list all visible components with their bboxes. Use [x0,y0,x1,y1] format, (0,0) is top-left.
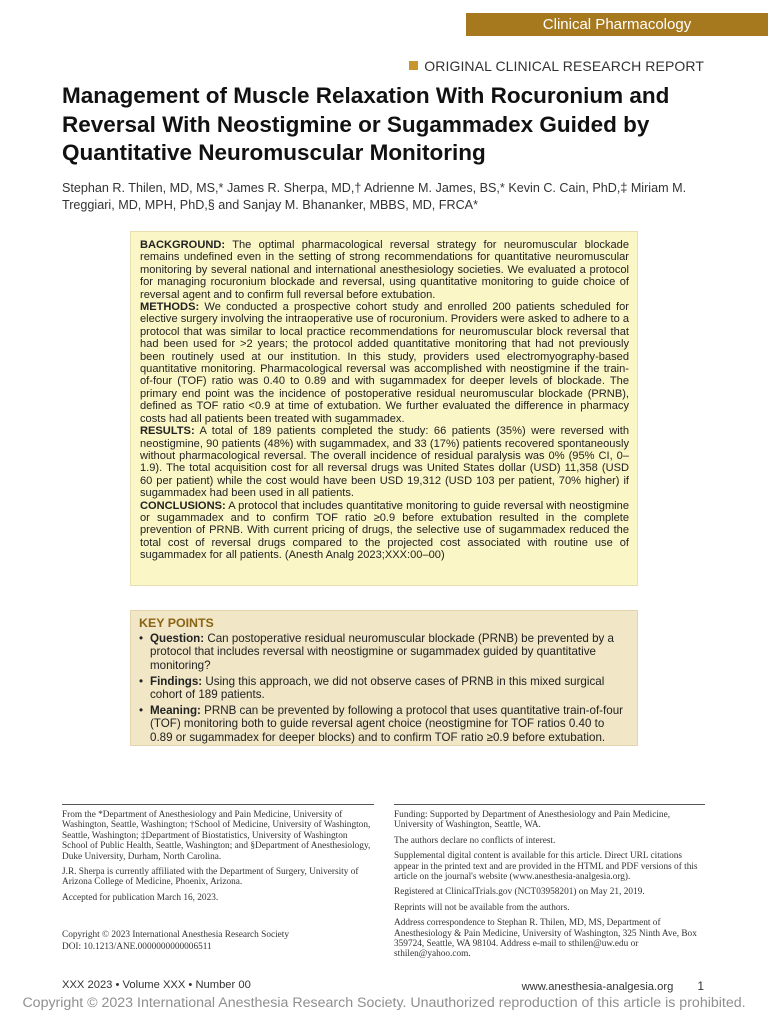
results-label: RESULTS: [140,425,195,438]
conflicts-note: The authors declare no conflicts of interest. [394,835,556,846]
copyright-block [62,930,374,953]
conclusions-label: CONCLUSIONS: [140,499,226,512]
journal-website-link[interactable]: www.anesthesia-analgesia.org [521,981,674,993]
report-type-text: ORIGINAL CLINICAL RESEARCH REPORT [424,58,704,74]
footnote-divider-right [394,804,705,805]
background-text: The optimal pharmacological reversal strategy for neuromuscular blockade remains undefined even in the setting of strong recommendations for quantitative neuromuscular monitoring by several national and international anesthesiology societies. We evaluated a protocol for managing rocuronium blockade and reversal, using quantitative monitoring to guide choice of reversal agent and to confirm full reversal before extubation. [140,239,629,301]
footnote-divider-left [62,804,374,805]
section-banner: Clinical Pharmacology [466,13,768,36]
key-point-label: Findings: [150,674,203,688]
correspondence-note: Address correspondence to Stephan R. Thilen, MD, MS, Department of Anesthesiology & Pain Medicine, University of Washington, 325 Ninth Ave, Box 359724, Seattle, WA 98104. Address e-mail to sthilen@uw.edu or sthilen@yahoo.com. [394,918,697,960]
article-title: Management of Muscle Relaxation With Rocuronium and Reversal With Neostigmine or Sugammadex Guided by Quantitative Neuromuscular Monitoring [62,83,670,165]
abstract-citation: (Anesth Analg 2023;XXX:00–00) [284,549,445,562]
key-points-box [130,610,638,746]
footer-right [522,979,704,993]
key-point-label: Question: [150,632,205,646]
results-text: A total of 189 patients completed the study: 66 patients (35%) were reversed with neostigmine, 90 patients (48%) with sugammadex, and 33 (17%) patients recovered spontaneously without pharmacological reversal. The overall incidence of residual paralysis was 0% (95% CI, 0–1.9). The total acquisition cost for all reversal drugs was United States dollar (USD) 11,358 (USD 60 per patient) while the cost would have been USD 19,312 (USD 103 per patient, 70% higher) if sugammadex had been used in all patients. [140,425,629,500]
copyright-line: Copyright © 2023 International Anesthesia Research Society [62,930,290,940]
background-label: BACKGROUND: [140,239,226,251]
abstract-methods [140,301,629,425]
key-points-title: KEY POINTS [139,616,214,630]
doi-line: DOI: 10.1213/ANE.0000000000006511 [62,941,212,952]
key-point-text: PRNB can be prevented by following a protocol that uses quantitative train-of-four (TOF) monitoring both to guide reversal agent choice (neostigmine for TOF ratios 0.40 to 0.89 or sugammadex for deeper blocks) and to confirm TOF ratio ≥0.9 before extubation. [150,704,624,744]
supplemental-note: Supplemental digital content is available for this article. Direct URL citations appear in the printed text and are provided in the HTML and PDF versions of this article on the journal's website (www.anesthesia-analgesia.org). [394,851,698,883]
abstract-conclusions [140,500,629,562]
page-number: 1 [697,979,704,993]
affiliations-note: From the *Department of Anesthesiology and Pain Medicine, University of Washington, Seattle, Washington; †School of Medicine, University of Washington, Seattle, Washington; ‡Department of Biostatistics, University of Washington School of Public Health, Seattle, Washington; and §Department of Anesthesiology, Duke University, Durham, North Carolina. [62,810,371,862]
key-point-text: Can postoperative residual neuromuscular blockade (PRNB) be prevented by a protocol that includes reversal with neostigmine or sugammadex guided by quantitative monitoring? [150,632,614,672]
abstract-results [140,425,629,499]
key-point-label: Meaning: [150,704,201,718]
author-list: Stephan R. Thilen, MD, MS,* James R. Sherpa, MD,† Adrienne M. James, BS,* Kevin C. Cain, PhD,‡ Miriam M. Treggiari, MD, MPH, PhD,§ and Sanjay M. Bhananker, MBBS, MD, FRCA* [62,181,687,212]
footnotes-left [62,810,374,908]
footnotes-right [394,810,705,965]
issue-info: XXX 2023 • Volume XXX • Number 00 [62,979,251,991]
conclusions-text: A protocol that includes quantitative monitoring to guide reversal with neostigmine or sugammadex and to confirm TOF ratio ≥0.9 before extubation resulted in the complete prevention of PRNB. With current pricing of drugs, the selective use of sugammadex reduced the total cost of reversal drugs compared to the projected cost associated with routine use of sugammadex for all patients. [140,499,629,562]
report-type-label [409,58,704,74]
methods-label: METHODS: [140,301,200,314]
key-point-findings [139,675,627,701]
affiliation-change-note: J.R. Sherpa is currently affiliated with the Department of Surgery, University of Arizona College of Medicine, Phoenix, Arizona. [62,867,359,888]
registration-note: Registered at ClinicalTrials.gov (NCT03958201) on May 21, 2019. [394,887,645,898]
reprints-note: Reprints will not be available from the authors. [394,902,570,913]
key-point-meaning [139,704,627,744]
copyright-watermark: Copyright © 2023 International Anesthesia Research Society. Unauthorized reproduction of this article is prohibited. [22,995,746,1011]
abstract-background [140,239,629,301]
abstract-box [130,231,638,586]
accepted-date: Accepted for publication March 16, 2023. [62,892,219,903]
key-point-question [139,632,627,672]
funding-note: Funding: Supported by Department of Anesthesiology and Pain Medicine, University of Washington, Seattle, WA. [394,810,671,831]
square-bullet-icon [409,61,418,70]
methods-text: We conducted a prospective cohort study and enrolled 200 patients scheduled for elective surgery involving the intraoperative use of rocuronium. Providers were asked to adhere to a protocol that was similar to local practice recommendations for neuromuscular block reversal that had been used for >2 years; the protocol added quantitative monitoring that had not previously been routinely used at our institution. In this study, providers used electromyography-based quantitative monitoring. Pharmacological reversal was accomplished with neostigmine if the train-of-four (TOF) ratio was 0.40 to 0.89 and with sugammadex for deeper levels of blockade. The primary end point was the incidence of postoperative residual neuromuscular blockade (PRNB), defined as TOF ratio <0.9 at time of extubation. We further evaluated the difference in pharmacy costs had all patients been treated with sugammadex. [140,301,629,425]
key-point-text: Using this approach, we did not observe cases of PRNB in this mixed surgical cohort of 189 patients. [150,674,605,702]
